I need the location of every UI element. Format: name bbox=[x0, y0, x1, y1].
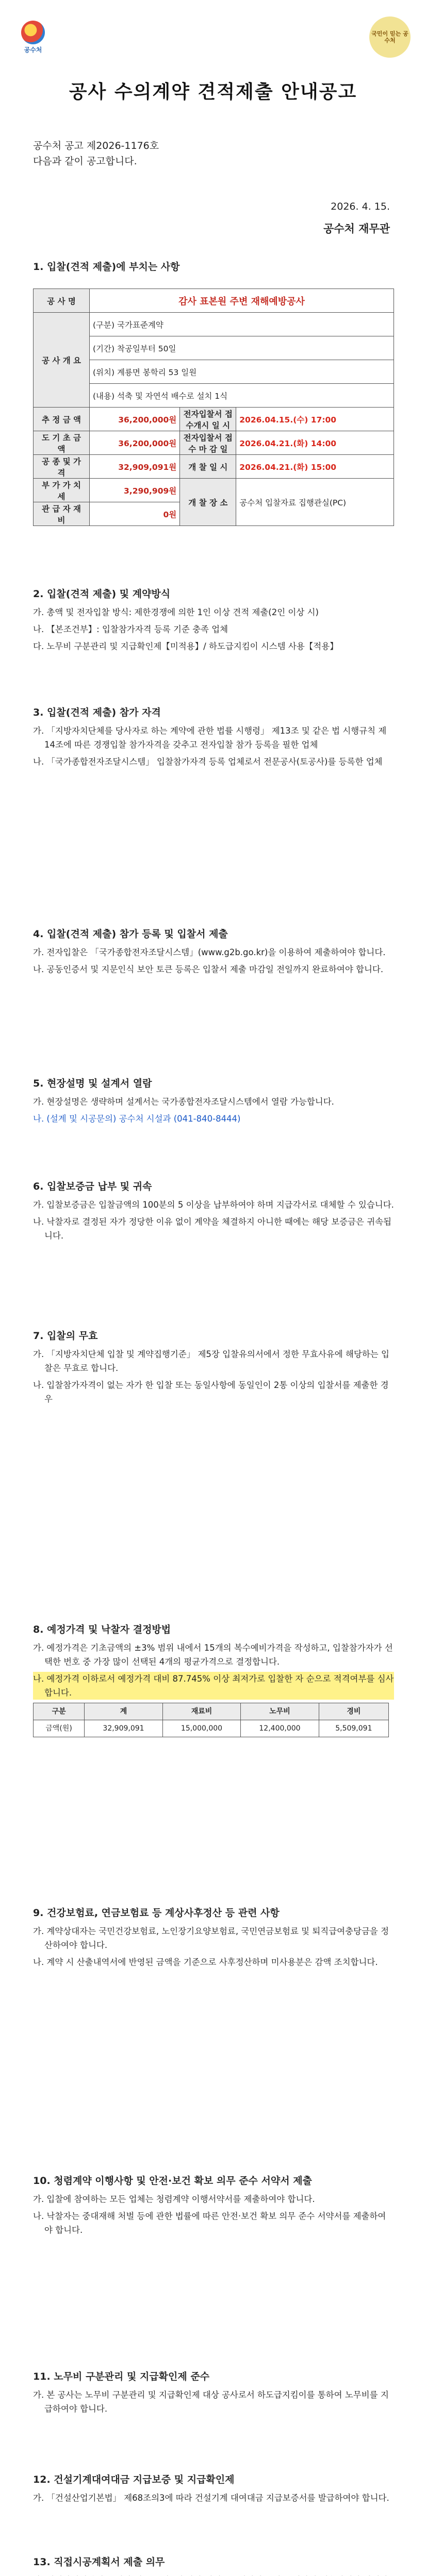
section-text: 나. 예정가격 이하로서 예정가격 대비 87.745% 이상 최저가로 입찰한 자 순으로 적격여부를 심사합니다. bbox=[33, 1672, 394, 1700]
table-row bbox=[34, 1703, 389, 1720]
table-cell: 3,290,909원 bbox=[90, 479, 180, 502]
section-heading: 5. 현장설명 및 설계서 열람 bbox=[33, 1078, 152, 1089]
table-cell: 5,509,091 bbox=[319, 1720, 388, 1737]
table-cell: 개 찰 일 시 bbox=[180, 455, 236, 479]
section-8 bbox=[33, 1623, 394, 1742]
table-cell: 12,400,000 bbox=[241, 1720, 319, 1737]
section-13 bbox=[33, 2555, 394, 2576]
notice-number: 공수처 공고 제2026-1176호 bbox=[33, 140, 159, 151]
section-text: 가. 예정가격은 기초금액의 ±3% 범위 내에서 15개의 복수예비가격을 작성하고, 입찰참가자가 선택한 번호 중 가장 많이 선택된 4개의 평균가격으로 결정합니다. bbox=[33, 1643, 393, 1667]
section-text: 가. 「지방자치단체를 당사자로 하는 계약에 관한 법률 시행령」 제13조 및 같은 법 시행규칙 제14조에 따른 경쟁입찰 참가자격을 갖추고 전자입찰 참가 등록을 필한 업체 bbox=[33, 726, 387, 750]
section-heading: 11. 노무비 구분관리 및 지급확인제 준수 bbox=[33, 2371, 210, 2382]
section-text: 가. 「지방자치단체 입찰 및 계약집행기준」 제5장 입찰유의서에서 정한 무효사유에 해당하는 입찰은 무효로 합니다. bbox=[33, 1349, 389, 1373]
section-text: 나. 공동인증서 및 지문인식 보안 토큰 등록은 입찰서 제출 마감일 전일까지 완료하여야 합니다. bbox=[33, 964, 384, 974]
section-heading: 8. 예정가격 및 낙찰자 결정방법 bbox=[33, 1624, 171, 1635]
logo-mark-icon bbox=[21, 21, 45, 44]
table-row bbox=[34, 455, 394, 479]
section-text: 가. 입찰보증금은 입찰금액의 100분의 5 이상을 납부하여야 하며 지급각서로 대체할 수 있습니다. bbox=[33, 1200, 394, 1210]
table-cell: 36,200,000원 bbox=[90, 408, 180, 431]
table-cell: 32,909,091원 bbox=[90, 455, 180, 479]
section-text: 나. 입찰참가자격이 없는 자가 한 입찰 또는 동일사항에 동일인이 2통 이상의 입찰서를 제출한 경우 bbox=[33, 1380, 389, 1404]
section-2 bbox=[33, 587, 394, 656]
section-text: 가. 전자입찰은 「국가종합전자조달시스템」(www.g2b.go.kr)을 이용하여 제출하여야 합니다. bbox=[33, 947, 386, 957]
section-heading: 9. 건강보험료, 연금보험료 등 계상사후정산 등 관련 사항 bbox=[33, 1907, 280, 1919]
section-heading: 12. 건설기계대여대금 지급보증 및 지급확인제 bbox=[33, 2474, 235, 2485]
table-cell: 금액(원) bbox=[34, 1720, 85, 1737]
section-text: 나. (설계 및 시공문의) 공수처 시설과 (041-840-8444) bbox=[33, 1114, 241, 1124]
project-name: 감사 표본원 주변 재해예방공사 bbox=[90, 289, 394, 313]
section-11 bbox=[33, 2370, 394, 2419]
section-9 bbox=[33, 1906, 394, 1972]
section-10 bbox=[33, 2174, 394, 2240]
emblem-icon: 국민이 믿는 공수처 bbox=[369, 16, 411, 58]
table-cell: 32,909,091 bbox=[85, 1720, 162, 1737]
page-title: 공사 수의계약 견적제출 안내공고 bbox=[69, 81, 357, 103]
table-cell: 부 가 가 치 세 bbox=[34, 479, 90, 502]
logo-text: 공수처 bbox=[24, 46, 42, 54]
section-text: 다. 노무비 구분관리 및 지급확인제【미적용】/ 하도급지킴이 시스템 사용【적용】 bbox=[33, 641, 338, 651]
section-heading: 6. 입찰보증금 납부 및 귀속 bbox=[33, 1181, 152, 1192]
table-row bbox=[34, 408, 394, 431]
table-row bbox=[34, 479, 394, 502]
table-cell: 전자입찰서 접수 마 감 일 bbox=[180, 431, 236, 455]
section-12 bbox=[33, 2473, 394, 2508]
section-heading: 2. 입찰(견적 제출) 및 계약방식 bbox=[33, 588, 171, 600]
section-text: 나. 【본조건부】: 입찰참가자격 등록 기준 충족 업체 bbox=[33, 624, 228, 634]
table-row bbox=[34, 1720, 389, 1737]
section-text: 나. 계약 시 산출내역서에 반영된 금액을 기준으로 사후정산하며 미사용분은 감액 조치합니다. bbox=[33, 1957, 378, 1967]
section-1-heading: 1. 입찰(견적 제출)에 부치는 사항 bbox=[33, 261, 180, 273]
table-cell: 2026.04.21.(화) 14:00 bbox=[236, 431, 394, 455]
table-cell: 공 사 개 요 bbox=[34, 313, 90, 408]
table-header-cell: 경비 bbox=[319, 1703, 388, 1720]
table-row bbox=[34, 431, 394, 455]
table-row bbox=[34, 289, 394, 313]
section-7 bbox=[33, 1329, 394, 1409]
price-table bbox=[33, 1703, 389, 1737]
notice-header bbox=[33, 138, 159, 169]
notice-intro: 다음과 같이 공고합니다. bbox=[33, 156, 137, 167]
table-header-cell: 구분 bbox=[34, 1703, 85, 1720]
table-cell: (내용) 석축 및 자연석 배수로 설치 1식 bbox=[90, 384, 394, 408]
section-text: 가. 계약상대자는 국민건강보험료, 노인장기요양보험료, 국민연금보험료 및 퇴직급여충당금을 정산하여야 합니다. bbox=[33, 1926, 389, 1950]
section-text: 나. 낙찰자는 중대재해 처벌 등에 관한 법률에 따른 안전·보건 확보 의무 준수 서약서를 제출하여야 합니다. bbox=[33, 2211, 386, 2235]
section-heading: 10. 청렴계약 이행사항 및 안전·보건 확보 의무 준수 서약서 제출 bbox=[33, 2175, 312, 2187]
org-logo bbox=[18, 21, 48, 54]
table-header-cell: 노무비 bbox=[241, 1703, 319, 1720]
table-cell: (구분) 국가표준계약 bbox=[90, 313, 394, 336]
table-cell: 추 정 금 액 bbox=[34, 408, 90, 431]
section-text: 가. 총액 및 전자입찰 방식: 제한경쟁에 의한 1인 이상 견적 제출(2인 이상 시) bbox=[33, 607, 319, 617]
table-cell: 도 기 초 금 액 bbox=[34, 431, 90, 455]
section-text: 가. 현장설명은 생략하며 설계서는 국가종합전자조달시스템에서 열람 가능합니다. bbox=[33, 1097, 334, 1107]
table-cell: 관 급 자 재 비 bbox=[34, 502, 90, 526]
table-cell: 15,000,000 bbox=[162, 1720, 240, 1737]
table-cell: 36,200,000원 bbox=[90, 431, 180, 455]
section-heading: 7. 입찰의 무효 bbox=[33, 1330, 98, 1342]
section-text: 나. 「국가종합전자조달시스템」 입찰참가자격 등록 업체로서 전문공사(토공사)를 등록한 업체 bbox=[33, 757, 383, 767]
table-cell: 개 찰 장 소 bbox=[180, 479, 236, 526]
table-cell: 0원 bbox=[90, 502, 180, 526]
table-row bbox=[34, 313, 394, 336]
section-text: 가. 입찰에 참여하는 모든 업체는 청렴계약 이행서약서를 제출하여야 합니다. bbox=[33, 2194, 315, 2204]
table-cell: 2026.04.21.(화) 15:00 bbox=[236, 455, 394, 479]
section-heading: 13. 직접시공계획서 제출 의무 bbox=[33, 2556, 165, 2568]
table-cell: 공 사 명 bbox=[34, 289, 90, 313]
table-cell: 공 종 및 가 격 bbox=[34, 455, 90, 479]
table-cell: (위치) 계룡면 봉학리 53 일원 bbox=[90, 360, 394, 384]
section-heading: 3. 입찰(견적 제출) 참가 자격 bbox=[33, 707, 161, 718]
table-cell: 2026.04.15.(수) 17:00 bbox=[236, 408, 394, 431]
section-5 bbox=[33, 1077, 394, 1129]
table-cell: 공수처 입찰자료 집행관실(PC) bbox=[236, 479, 394, 526]
table-header-cell: 계 bbox=[85, 1703, 162, 1720]
table-header-cell: 재료비 bbox=[162, 1703, 240, 1720]
section-3 bbox=[33, 706, 394, 772]
notice-date: 2026. 4. 15. bbox=[331, 201, 390, 212]
section-text: 나. 낙찰자로 결정된 자가 정당한 이유 없이 계약을 체결하지 아니한 때에는 해당 보증금은 귀속됩니다. bbox=[33, 1217, 392, 1241]
section-heading: 4. 입찰(견적 제출) 참가 등록 및 입찰서 제출 bbox=[33, 928, 228, 940]
section-text: 가. 「건설산업기본법」 제68조의3에 따라 건설기계 대여대금 지급보증서를 발급하여야 합니다. bbox=[33, 2493, 389, 2503]
table-cell: (기간) 착공일부터 50일 bbox=[90, 336, 394, 360]
issuing-org: 공수처 재무관 bbox=[323, 223, 390, 235]
table-cell: 전자입찰서 접수개시 일 시 bbox=[180, 408, 236, 431]
section-text bbox=[33, 2573, 394, 2576]
overview-table bbox=[33, 289, 394, 526]
section-text: 가. 본 공사는 노무비 구분관리 및 지급확인제 대상 공사로서 하도급지킴이를 통하여 노무비를 지급하여야 합니다. bbox=[33, 2390, 389, 2414]
section-4 bbox=[33, 927, 394, 979]
section-6 bbox=[33, 1180, 394, 1246]
